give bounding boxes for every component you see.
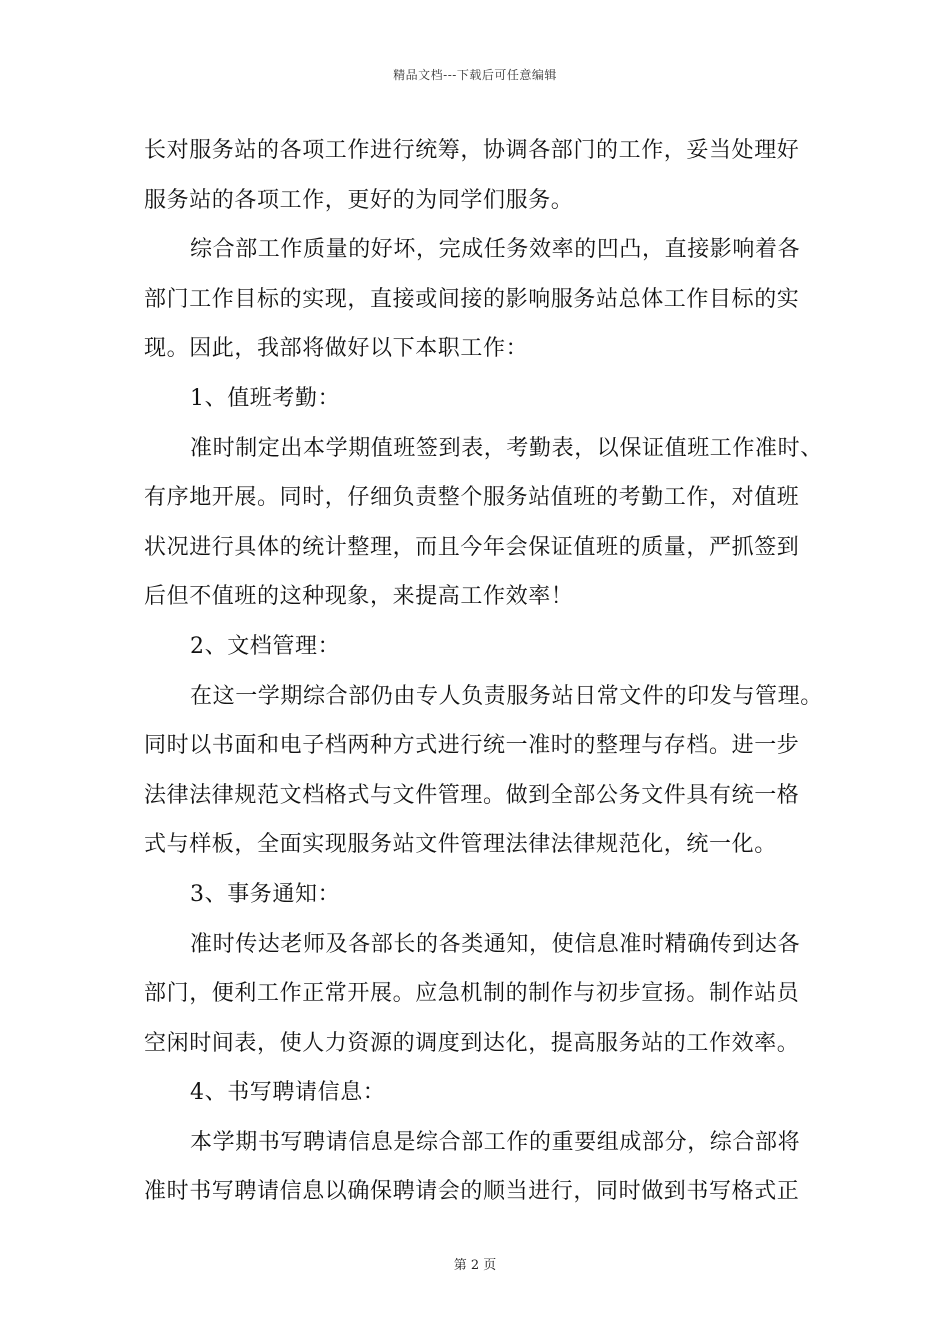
text-line: 法律法律规范文档格式与文件管理。做到全部公务文件具有统一格 — [144, 782, 800, 808]
text-line: 式与样板，全面实现服务站文件管理法律法律规范化，统一化。 — [144, 832, 777, 858]
text-line: 同时以书面和电子档两种方式进行统一准时的整理与存档。进一步 — [144, 733, 800, 759]
text-line: 后但不值班的这种现象，来提高工作效率！ — [144, 584, 574, 610]
page-number: 第 2 页 — [453, 1258, 497, 1273]
text-line: 空闲时间表，使人力资源的调度到达化，提高服务站的工作效率。 — [144, 1030, 800, 1056]
text-line: 现。因此，我部将做好以下本职工作： — [144, 336, 529, 362]
section-heading: 3、事务通知： — [190, 881, 341, 907]
text-line: 准时制定出本学期值班签到表，考勤表，以保证值班工作准时、 — [190, 435, 823, 461]
text-line: 状况进行具体的统计整理，而且今年会保证值班的质量，严抓签到 — [144, 534, 800, 560]
section-heading: 2、文档管理： — [190, 633, 341, 659]
text-line: 部门，便利工作正常开展。应急机制的制作与初步宣扬。制作站员 — [144, 981, 800, 1007]
text-line: 部门工作目标的实现，直接或间接的影响服务站总体工作目标的实 — [144, 286, 800, 312]
text-line: 长对服务站的各项工作进行统筹，协调各部门的工作，妥当处理好 — [144, 138, 800, 163]
page-header: 精品文档---下载后可任意编辑 — [393, 68, 557, 82]
document-body — [144, 131, 823, 1222]
text-line: 在这一学期综合部仍由专人负责服务站日常文件的印发与管理。 — [190, 683, 823, 709]
text-line: 本学期书写聘请信息是综合部工作的重要组成部分，综合部将 — [190, 1129, 801, 1155]
text-line: 准时传达老师及各部长的各类通知，使信息准时精确传到达各 — [190, 931, 801, 957]
text-line: 有序地开展。同时，仔细负责整个服务站值班的考勤工作，对值班 — [144, 485, 800, 511]
text-line: 服务站的各项工作，更好的为同学们服务。 — [144, 187, 574, 213]
section-heading: 4、书写聘请信息： — [190, 1080, 386, 1106]
section-heading: 1、值班考勤： — [190, 385, 341, 411]
text-line: 综合部工作质量的好坏，完成任务效率的凹凸，直接影响着各 — [190, 237, 801, 263]
text-line: 准时书写聘请信息以确保聘请会的顺当进行，同时做到书写格式正 — [144, 1179, 800, 1205]
